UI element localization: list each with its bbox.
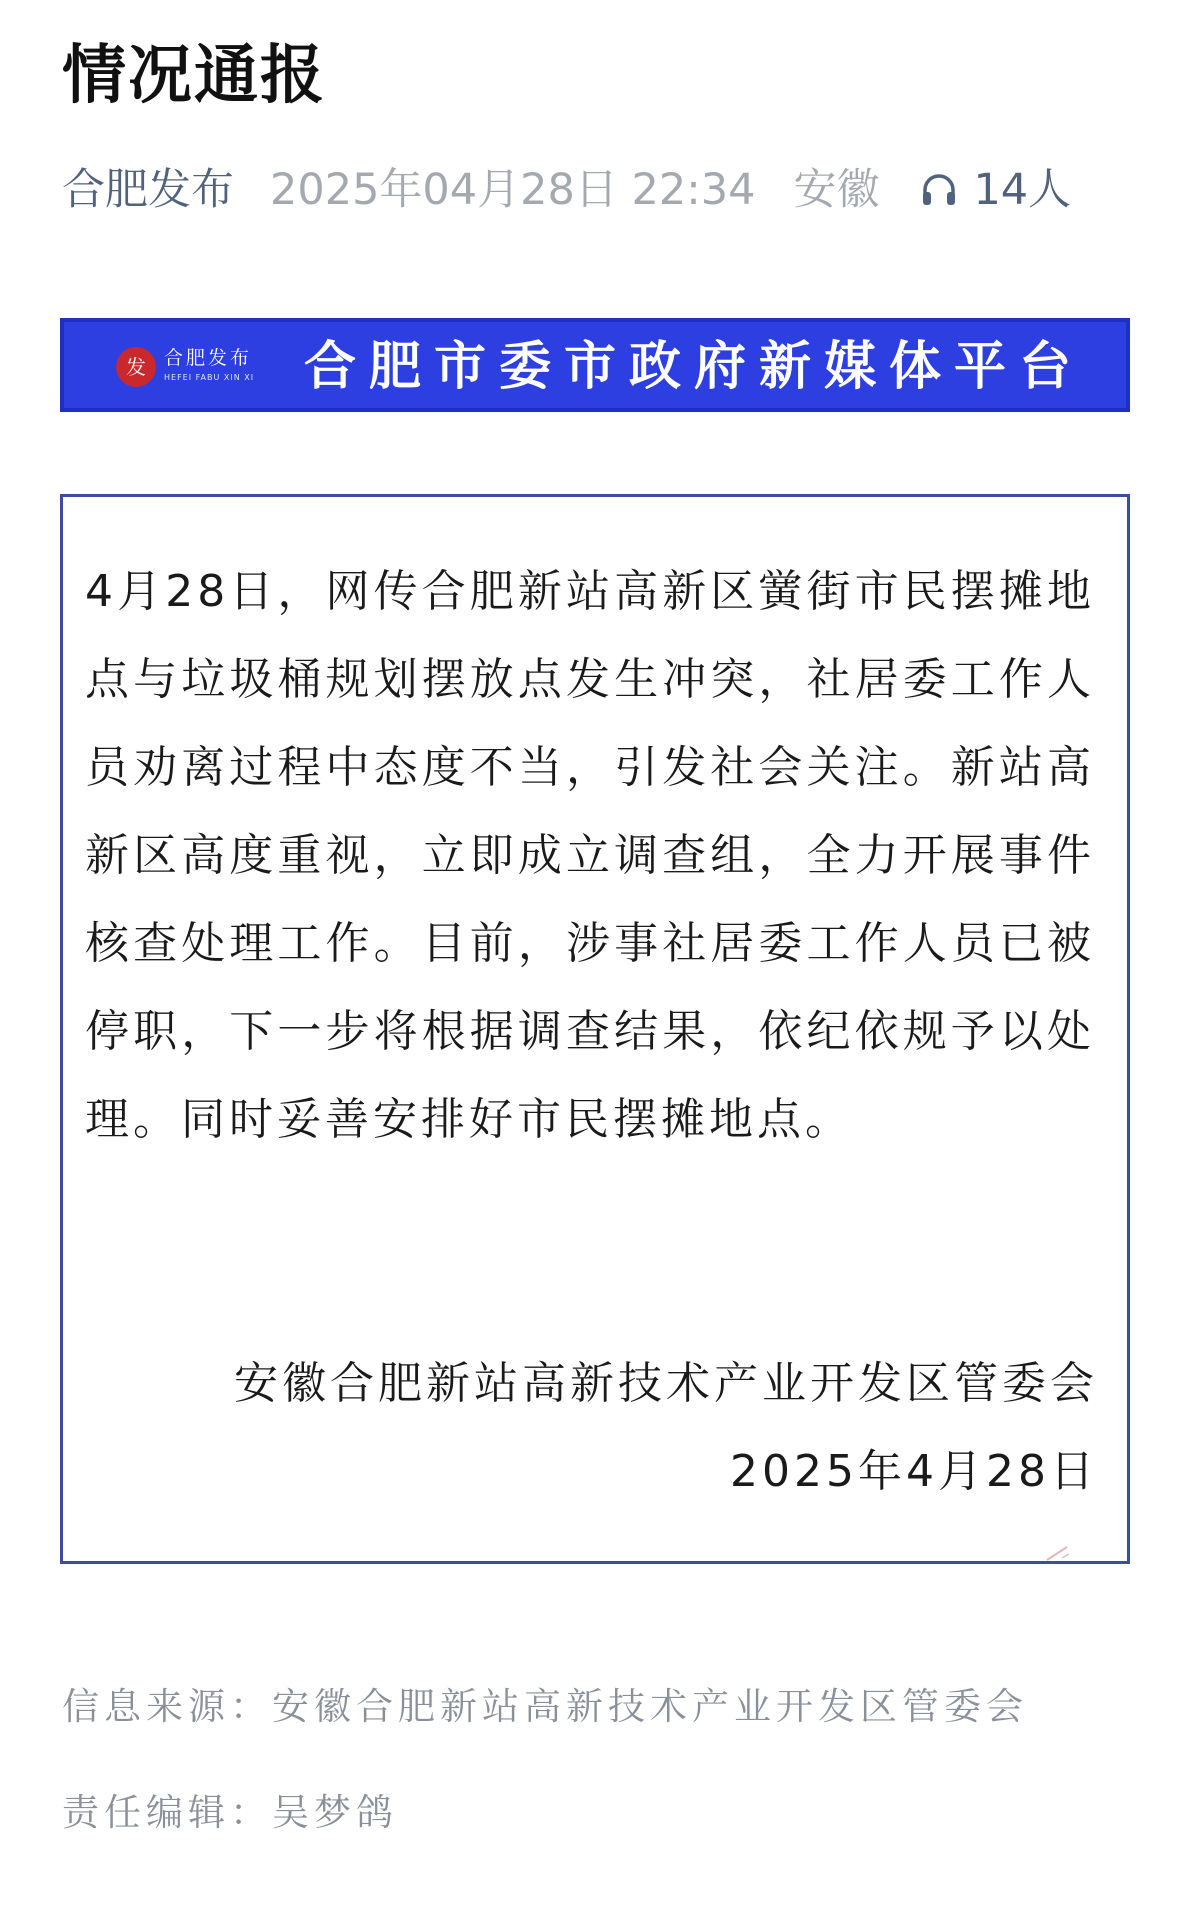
platform-banner [60, 318, 1130, 412]
publish-region: 安徽 [793, 165, 880, 215]
publish-time: 2025年04月28日 22:34 [270, 165, 756, 215]
headphones-icon [919, 170, 959, 210]
info-source: 信息来源：安徽合肥新站高新技术产业开发区管委会 [62, 1685, 1028, 1728]
pen-mark-icon [1045, 1544, 1071, 1562]
logo-name: 合肥发布 [164, 347, 253, 369]
banner-title: 合肥市委市政府新媒体平台 [304, 336, 1085, 397]
article-title: 情况通报 [62, 39, 326, 113]
listener-count: 14人 [973, 165, 1072, 215]
publisher-logo [116, 339, 266, 399]
article-meta [62, 160, 1071, 220]
logo-english: HEFEI FABU XIN XI [164, 373, 255, 382]
listen-button[interactable] [919, 160, 1071, 220]
logo-seal: 发 [116, 347, 156, 387]
notice-issuer: 安徽合肥新站高新技术产业开发区管委会 [234, 1358, 1098, 1409]
notice-signature [234, 1340, 1098, 1516]
responsible-editor: 责任编辑：吴梦鸽 [62, 1791, 398, 1834]
notice-body: 4月28日，网传合肥新站高新区黉街市民摆摊地点与垃圾桶规划摆放点发生冲突，社居委工作人员劝离过程中态度不当，引发社会关注。新站高新区高度重视，立即成立调查组，全力开展事件核查处理工作。目前，涉事社居委工作人员已被停职，下一步将根据调查结果，依纪依规予以处理。同时妥善安排好市民摆摊地点。 [85, 566, 1095, 1145]
notice-date: 2025年4月28日 [730, 1446, 1098, 1497]
publisher-link[interactable]: 合肥发布 [62, 165, 234, 215]
